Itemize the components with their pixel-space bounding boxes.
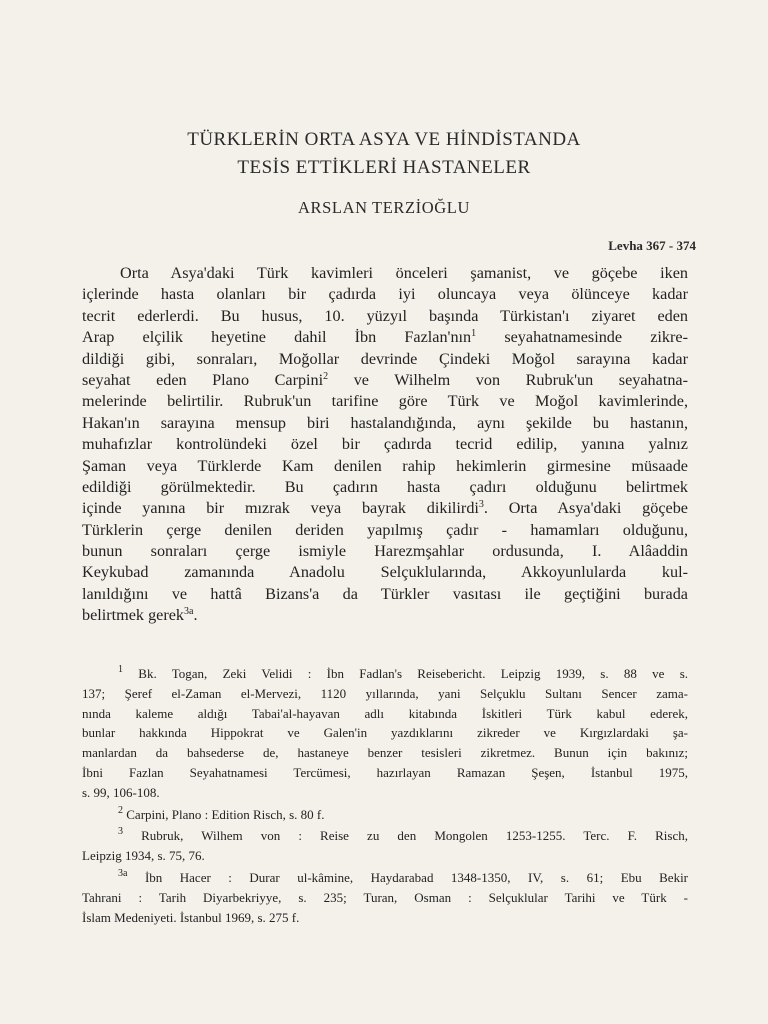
footnote-mark: 1	[118, 664, 123, 675]
footnote-text: Carpini, Plano : Edition Risch, s. 80 f.	[126, 806, 325, 822]
body-line: Hakan'ın sarayına mensup biri hastalandığında, aynı şekilde bu hastanın,	[82, 413, 688, 432]
plate-reference: Levha 367 - 374	[608, 238, 696, 253]
body-line-text: belirtmek gerek	[82, 606, 185, 625]
body-text	[82, 263, 688, 627]
body-line: Orta Asya'daki Türk kavimleri önceleri şamanist, ve göçebe iken	[120, 264, 688, 282]
body-line: muhafızlar kontrolündeki özel bir çadırda tecrid edilip, yanına yalnız	[82, 435, 688, 454]
body-line-text: seyahat eden Plano Carpini	[82, 370, 324, 389]
body-line-text: ve Wilhelm von Rubruk'un seyahatna-	[328, 370, 688, 389]
title-line-1: TÜRKLERİN ORTA ASYA VE HİNDİSTANDA	[187, 129, 581, 150]
footnote-ref[interactable]: 3	[478, 499, 484, 511]
body-line: edildiği görülmektedir. Bu çadırın hasta çadırı olduğunu belirtmek	[82, 477, 688, 496]
body-line: Türklerin çerge denilen deriden yapılmış çadır - hamamları olduğunu,	[82, 520, 688, 539]
footnote-line: 137; Şeref el-Zaman el-Mervezi, 1120 yıllarında, yani Selçuklu Sultanı Sencer zama-	[82, 685, 688, 701]
footnote-text: Rubruk, Wilhem von : Reise zu den Mongolen 1253-1255. Terc. F. Risch,	[141, 828, 688, 844]
body-line: içlerinde hasta olanları bir çadırda iyi oluncaya veya ölünceye kadar	[82, 285, 688, 304]
body-line: melerinde belirtilir. Rubruk'un tarifine göre Türk ve Moğol kavimlerinde,	[82, 392, 688, 411]
body-line: Şaman veya Türklerde Kam denilen rahip hekimlerin girmesine müsaade	[82, 456, 688, 475]
body-line: lanıldığını ve hattâ Bizans'a da Türkler vasıtası ile geçtiğini burada	[82, 584, 688, 603]
footnote-3a	[82, 868, 688, 888]
footnote-text: İbn Hacer : Durar ul-kâmine, Haydarabad 1348-1350, IV, s. 61; Ebu Bekir	[144, 869, 688, 885]
footnote-line: İbni Fazlan Seyahatnamesi Tercümesi, hazırlayan Ramazan Şeşen, İstanbul 1975,	[82, 764, 688, 780]
body-line	[82, 327, 688, 348]
footnote-mark: 2	[118, 804, 123, 816]
footnote-text: Bk. Togan, Zeki Velidi : İbn Fadlan's Reisebericht. Leipzig 1939, s. 88 ve s.	[138, 666, 688, 681]
footnote-ref[interactable]: 3a	[184, 606, 194, 618]
body-line-text: seyahatnamesinde zikre-	[476, 328, 688, 347]
body-line	[82, 370, 688, 391]
footnote-line: Leipzig 1934, s. 75, 76.	[82, 848, 205, 864]
body-line	[82, 605, 688, 626]
body-line: bunun sonraları çerge ismiyle Harezmşahlar ordusunda, I. Alâaddin	[82, 542, 688, 561]
footnote-2	[82, 805, 688, 825]
author-name: ARSLAN TERZİOĞLU	[298, 198, 470, 217]
body-line-text: . Orta Asya'daki göçebe	[483, 499, 688, 518]
body-line-text: .	[193, 606, 198, 625]
footnote-3	[82, 826, 688, 846]
body-line: tecrit ederlerdi. Bu husus, 10. yüzyıl başında Türkistan'ı ziyaret eden	[82, 306, 688, 325]
article-title	[0, 126, 768, 182]
footnote-line: s. 99, 106-108.	[82, 784, 160, 800]
body-line: dildiği gibi, sonraları, Moğollar devrinde Çindeki Moğol sarayına kadar	[82, 349, 688, 368]
footnote-line: bunlar hakkında Hippokrat ve Galen'in yazdıklarını zikreder ve Kırgızlardaki şa-	[82, 725, 688, 741]
body-line: Keykubad zamanında Anadolu Selçuklularında, Akkoyunlularda kul-	[82, 563, 688, 582]
footnote-mark: 3	[118, 826, 123, 838]
body-line-text: Arap elçilik heyetine dahil İbn Fazlan'nın	[82, 328, 472, 347]
footnote-ref[interactable]: 1	[471, 328, 477, 340]
footnote-line: Tahrani : Tarih Diyarbekriyye, s. 235; Turan, Osman : Selçuklular Tarihi ve Türk -	[82, 889, 688, 905]
footnote-mark: 3a	[118, 867, 128, 879]
footnote-line: İslam Medeniyeti. İstanbul 1969, s. 275 f.	[82, 909, 300, 925]
footnote-line: manlardan da bahsederse de, hastaneye benzer tesisleri zikretmez. Bunun için bakınız;	[82, 745, 688, 761]
body-line	[82, 498, 688, 519]
footnote-1	[82, 664, 688, 684]
footnote-line: nında kaleme aldığı Tabai'al-hayavan adlı kitabında İskitleri Türk kabul ederek,	[82, 705, 688, 721]
footnotes	[82, 664, 688, 927]
footnote-ref[interactable]: 2	[323, 370, 329, 382]
body-line-text: içinde yanına bir mızrak veya bayrak dikilirdi	[82, 499, 479, 518]
title-line-2: TESİS ETTİKLERİ HASTANELER	[237, 157, 531, 178]
